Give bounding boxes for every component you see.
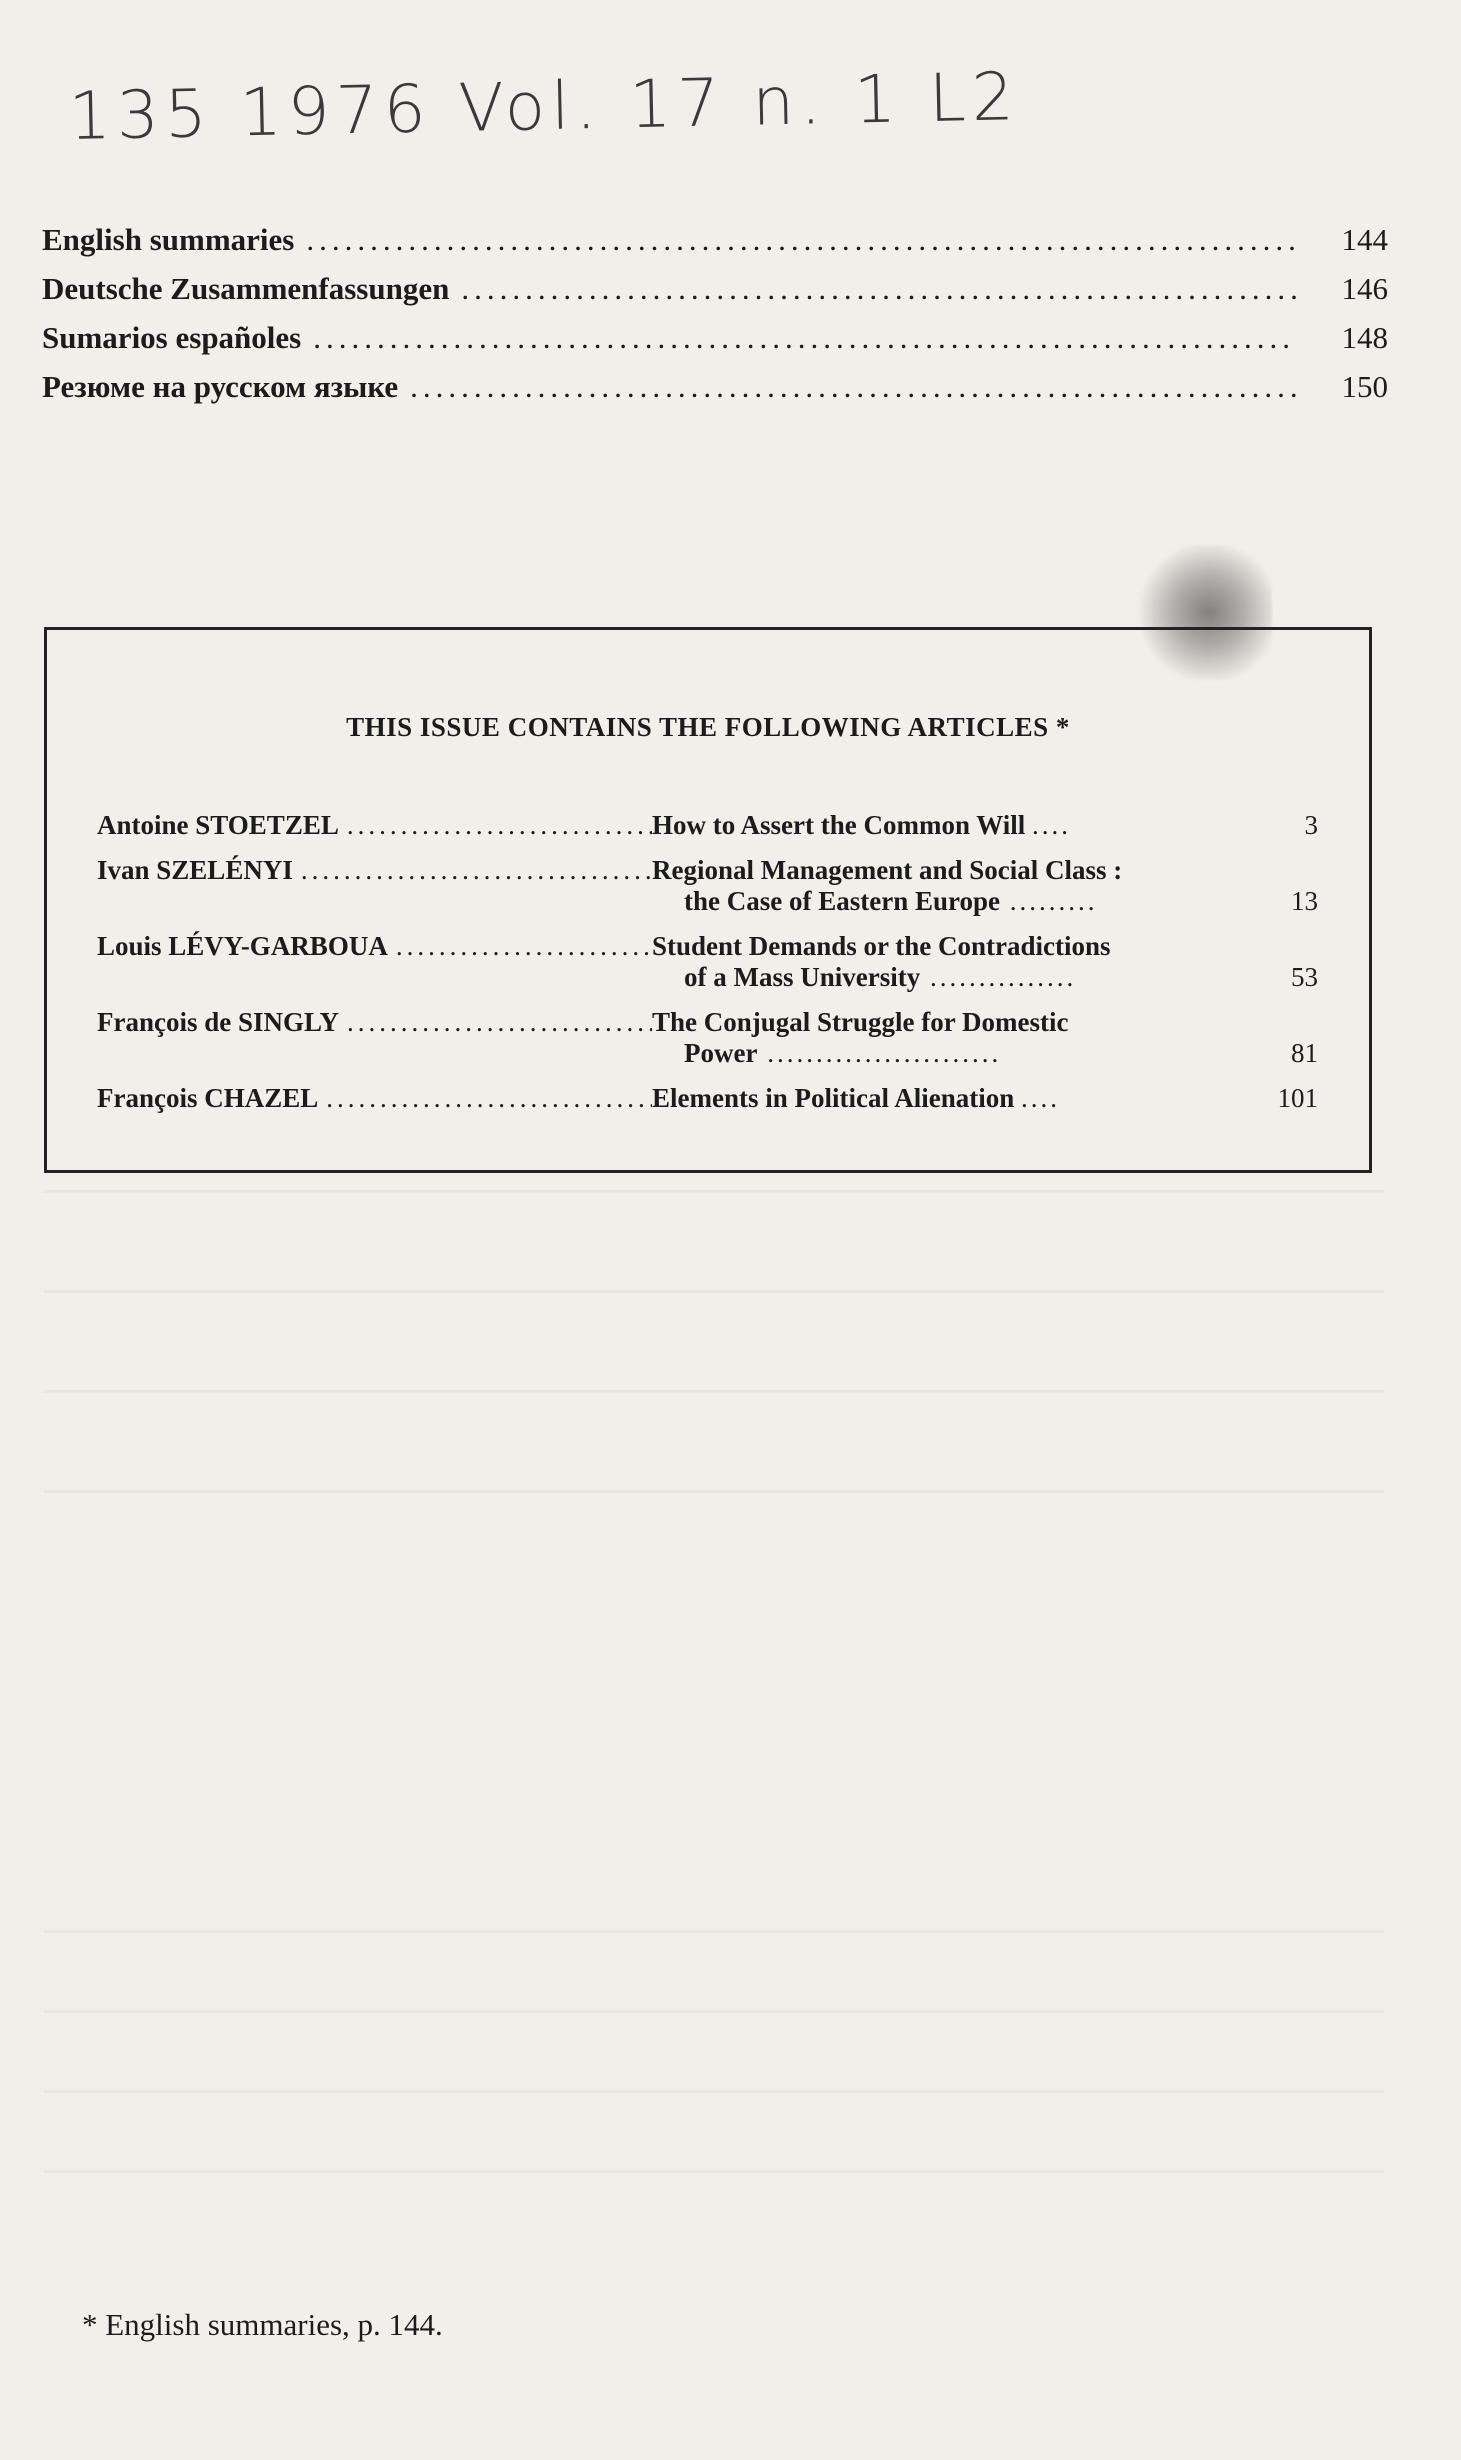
article-title-continued: the Case of Eastern Europe: [684, 886, 1000, 916]
article-author-cell: [97, 810, 652, 841]
summary-label: Резюме на русском языке: [42, 369, 399, 404]
summaries-list: [42, 222, 1388, 418]
article-author: François CHAZEL: [97, 1083, 319, 1113]
article-page: 53: [1291, 962, 1318, 992]
dot-leader: [339, 1007, 652, 1069]
article-page: 13: [1291, 886, 1318, 916]
article-page: 3: [1304, 810, 1318, 840]
article-row: [97, 810, 1359, 841]
article-row: [97, 855, 1359, 917]
articles-box: [44, 627, 1372, 1173]
show-through-block: [44, 1190, 1384, 1520]
dot-leader: ....: [1032, 810, 1071, 840]
article-author-cell: [97, 855, 652, 917]
show-through-block-lower: [44, 1930, 1384, 2190]
dot-leader: [306, 222, 1296, 258]
dot-leader: [461, 271, 1296, 307]
article-title-cell: [652, 810, 1248, 841]
articles-list: [97, 810, 1359, 1128]
article-row: [97, 1083, 1359, 1114]
article-title-cell: [652, 931, 1248, 993]
dot-leader: [339, 810, 652, 841]
article-author-cell: [97, 931, 652, 993]
summary-label: Deutsche Zusammenfassungen: [42, 271, 450, 306]
dot-leader: [293, 855, 652, 917]
dot-leader: ...............: [920, 962, 1077, 992]
article-author: Ivan SZELÉNYI: [97, 855, 293, 885]
dot-leader: ........................: [757, 1038, 1002, 1068]
summary-row: [42, 369, 1388, 418]
article-page: 101: [1277, 1083, 1318, 1113]
dot-leader: [410, 369, 1296, 405]
dot-leader: .........: [999, 886, 1098, 916]
summary-row: [42, 271, 1388, 320]
summary-page: 144: [1341, 222, 1388, 257]
summary-page: 146: [1341, 271, 1388, 306]
summary-page: 150: [1341, 369, 1388, 404]
dot-leader: [388, 931, 652, 993]
article-author: François de SINGLY: [97, 1007, 340, 1037]
handwritten-call-number: 135 1976 Vol. 17 n. 1 L2: [68, 58, 1021, 155]
summary-page: 148: [1341, 320, 1388, 355]
article-title: How to Assert the Common Will: [652, 810, 1026, 840]
article-row: [97, 931, 1359, 993]
article-author: Antoine STOETZEL: [97, 810, 339, 840]
article-author-cell: [97, 1007, 652, 1069]
summary-row: [42, 222, 1388, 271]
article-title-continued: of a Mass University: [684, 962, 921, 992]
footnote: * English summaries, p. 144.: [82, 2307, 443, 2342]
article-title-cell: [652, 1083, 1248, 1114]
dot-leader: [318, 1083, 652, 1114]
article-title: Regional Management and Social Class :: [652, 855, 1123, 885]
article-title: Elements in Political Alienation: [652, 1083, 1015, 1113]
summary-label: English summaries: [42, 222, 295, 257]
summary-label: Sumarios españoles: [42, 320, 302, 355]
articles-box-title: THIS ISSUE CONTAINS THE FOLLOWING ARTICLES *: [346, 712, 1070, 742]
article-author: Louis LÉVY-GARBOUA: [97, 931, 388, 961]
article-title-cell: [652, 855, 1248, 917]
dot-leader: ....: [1021, 1083, 1060, 1113]
article-title-continued: Power: [684, 1038, 758, 1068]
dot-leader: [313, 320, 1296, 356]
article-page: 81: [1291, 1038, 1318, 1068]
summary-row: [42, 320, 1388, 369]
article-author-cell: [97, 1083, 652, 1114]
article-title: The Conjugal Struggle for Domestic: [652, 1007, 1069, 1037]
article-title: Student Demands or the Contradictions: [652, 931, 1111, 961]
article-row: [97, 1007, 1359, 1069]
article-title-cell: [652, 1007, 1248, 1069]
